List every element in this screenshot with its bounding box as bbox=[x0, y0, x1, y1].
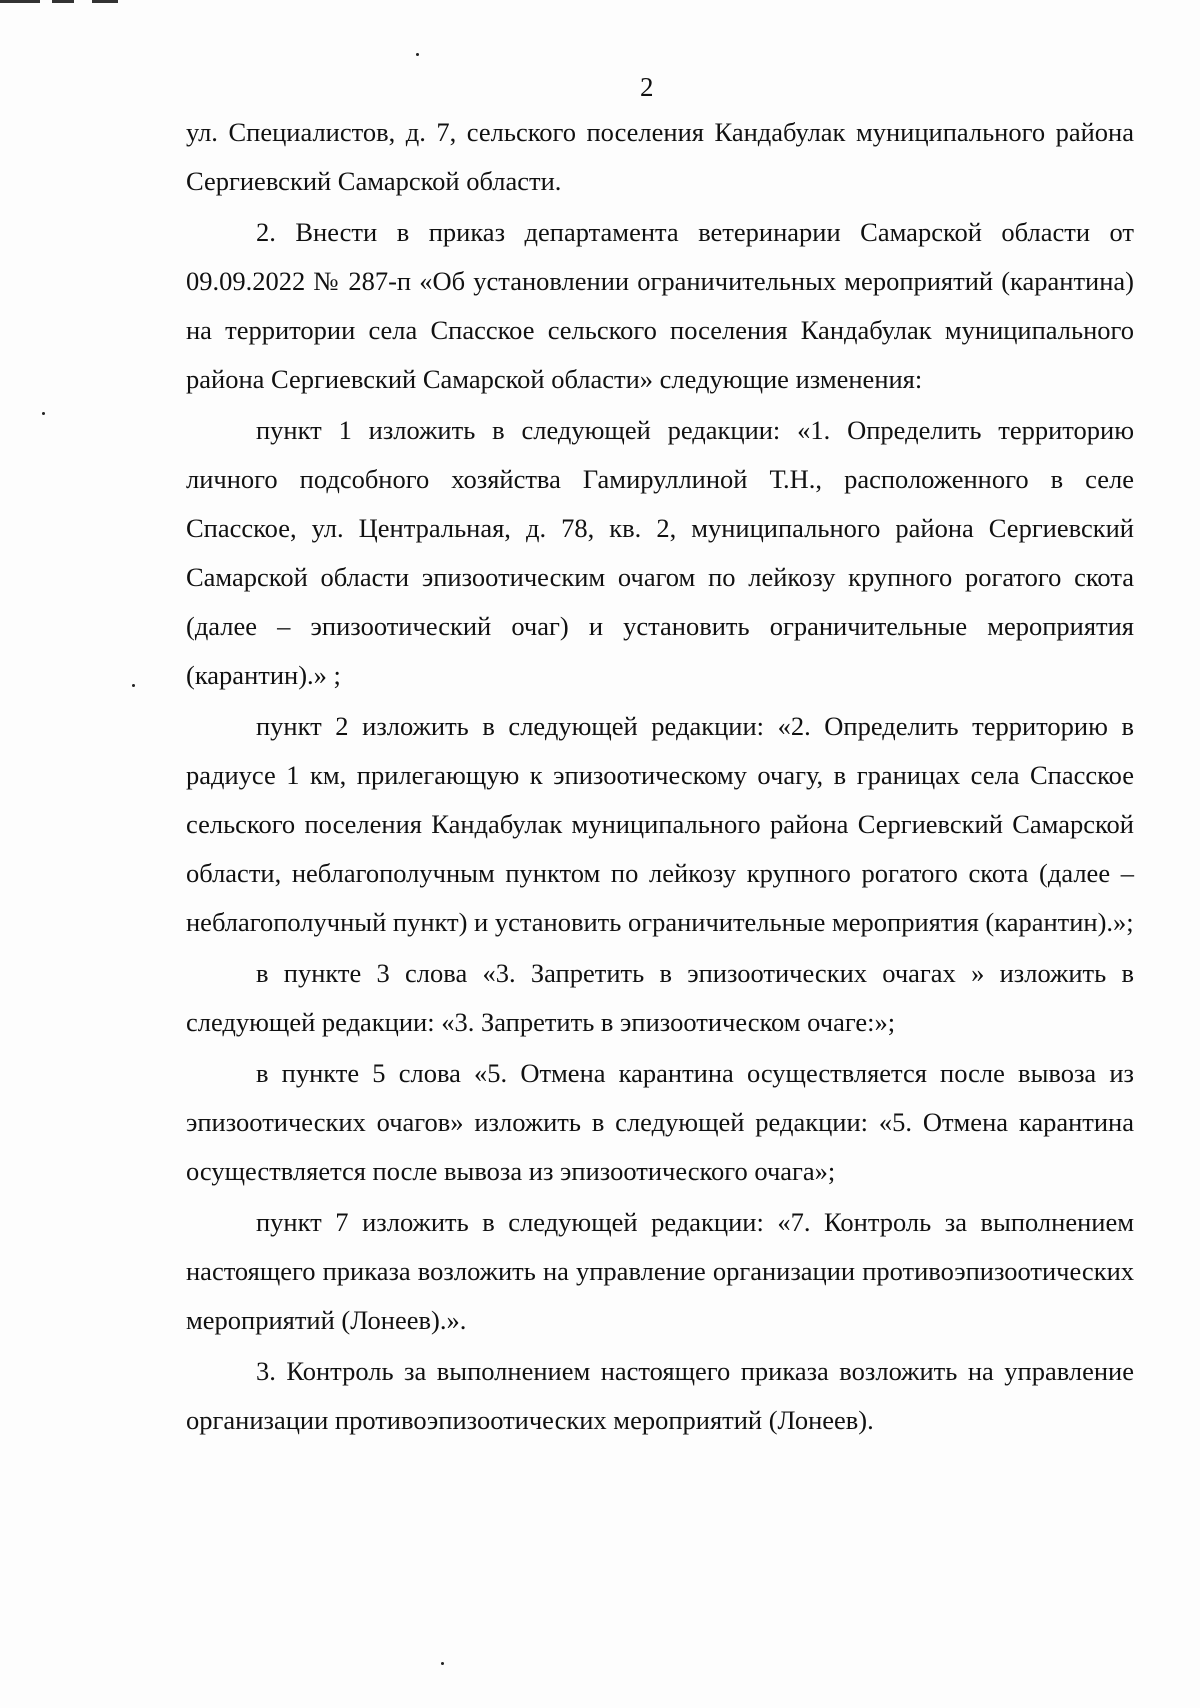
scan-artifact bbox=[42, 412, 45, 415]
scan-artifact bbox=[441, 1662, 444, 1665]
paragraph-point-1: пункт 1 изложить в следующей редакции: «1. Определить территорию личного подсобного хозяйства Гамируллиной Т.Н., расположенного в селе Спасское, ул. Центральная, д. 78, кв. 2, муниципального района Сергиевский Самарской области эпизоотическим очагом по лейкозу крупного рогатого скота (далее – эпизоотический очаг) и установить ограничительные мероприятия (карантин).» ; bbox=[186, 415, 1134, 690]
paragraph-address-continuation: ул. Специалистов, д. 7, сельского поселения Кандабулак муниципального района Сергиевский Самарской области. bbox=[186, 117, 1134, 196]
paragraph-point-2: пункт 2 изложить в следующей редакции: «2. Определить территорию в радиусе 1 км, прилегающую к эпизоотическому очагу, в границах села Спасское сельского поселения Кандабулак муниципального района Сергиевский Самарской области, неблагополучным пунктом по лейкозу крупного рогатого скота (далее – неблагополучный пункт) и установить ограничительные мероприятия (карантин).»; bbox=[186, 711, 1134, 937]
paragraph-point-5: в пункте 5 слова «5. Отмена карантина осуществляется после вывоза из эпизоотических очагов» изложить в следующей редакции: «5. Отмена карантина осуществляется после вывоза из эпизоотического очага»; bbox=[186, 1058, 1134, 1186]
scan-artifact bbox=[92, 0, 118, 3]
scan-artifact bbox=[52, 0, 74, 3]
paragraph-point-3: в пункте 3 слова «3. Запретить в эпизоотических очагах » изложить в следующей редакции: «3. Запретить в эпизоотическом очаге:»; bbox=[186, 958, 1134, 1037]
paragraph-point-7: пункт 7 изложить в следующей редакции: «7. Контроль за выполнением настоящего приказа возложить на управление организации противоэпизоотических мероприятий (Лонеев).». bbox=[186, 1207, 1134, 1335]
page-number: 2 bbox=[640, 72, 654, 102]
scan-artifact bbox=[0, 0, 40, 3]
document-body bbox=[186, 108, 1134, 1447]
paragraph-control: 3. Контроль за выполнением настоящего приказа возложить на управление организации противоэпизоотических мероприятий (Лонеев). bbox=[186, 1356, 1134, 1435]
scan-artifact bbox=[132, 684, 135, 687]
paragraph-amendment-intro: 2. Внести в приказ департамента ветеринарии Самарской области от 09.09.2022 № 287-п «Об установлении ограничительных мероприятий (карантина) на территории села Спасское сельского поселения Кандабулак муниципального района Сергиевский Самарской области» следующие изменения: bbox=[186, 217, 1134, 394]
scan-artifact bbox=[416, 53, 419, 56]
